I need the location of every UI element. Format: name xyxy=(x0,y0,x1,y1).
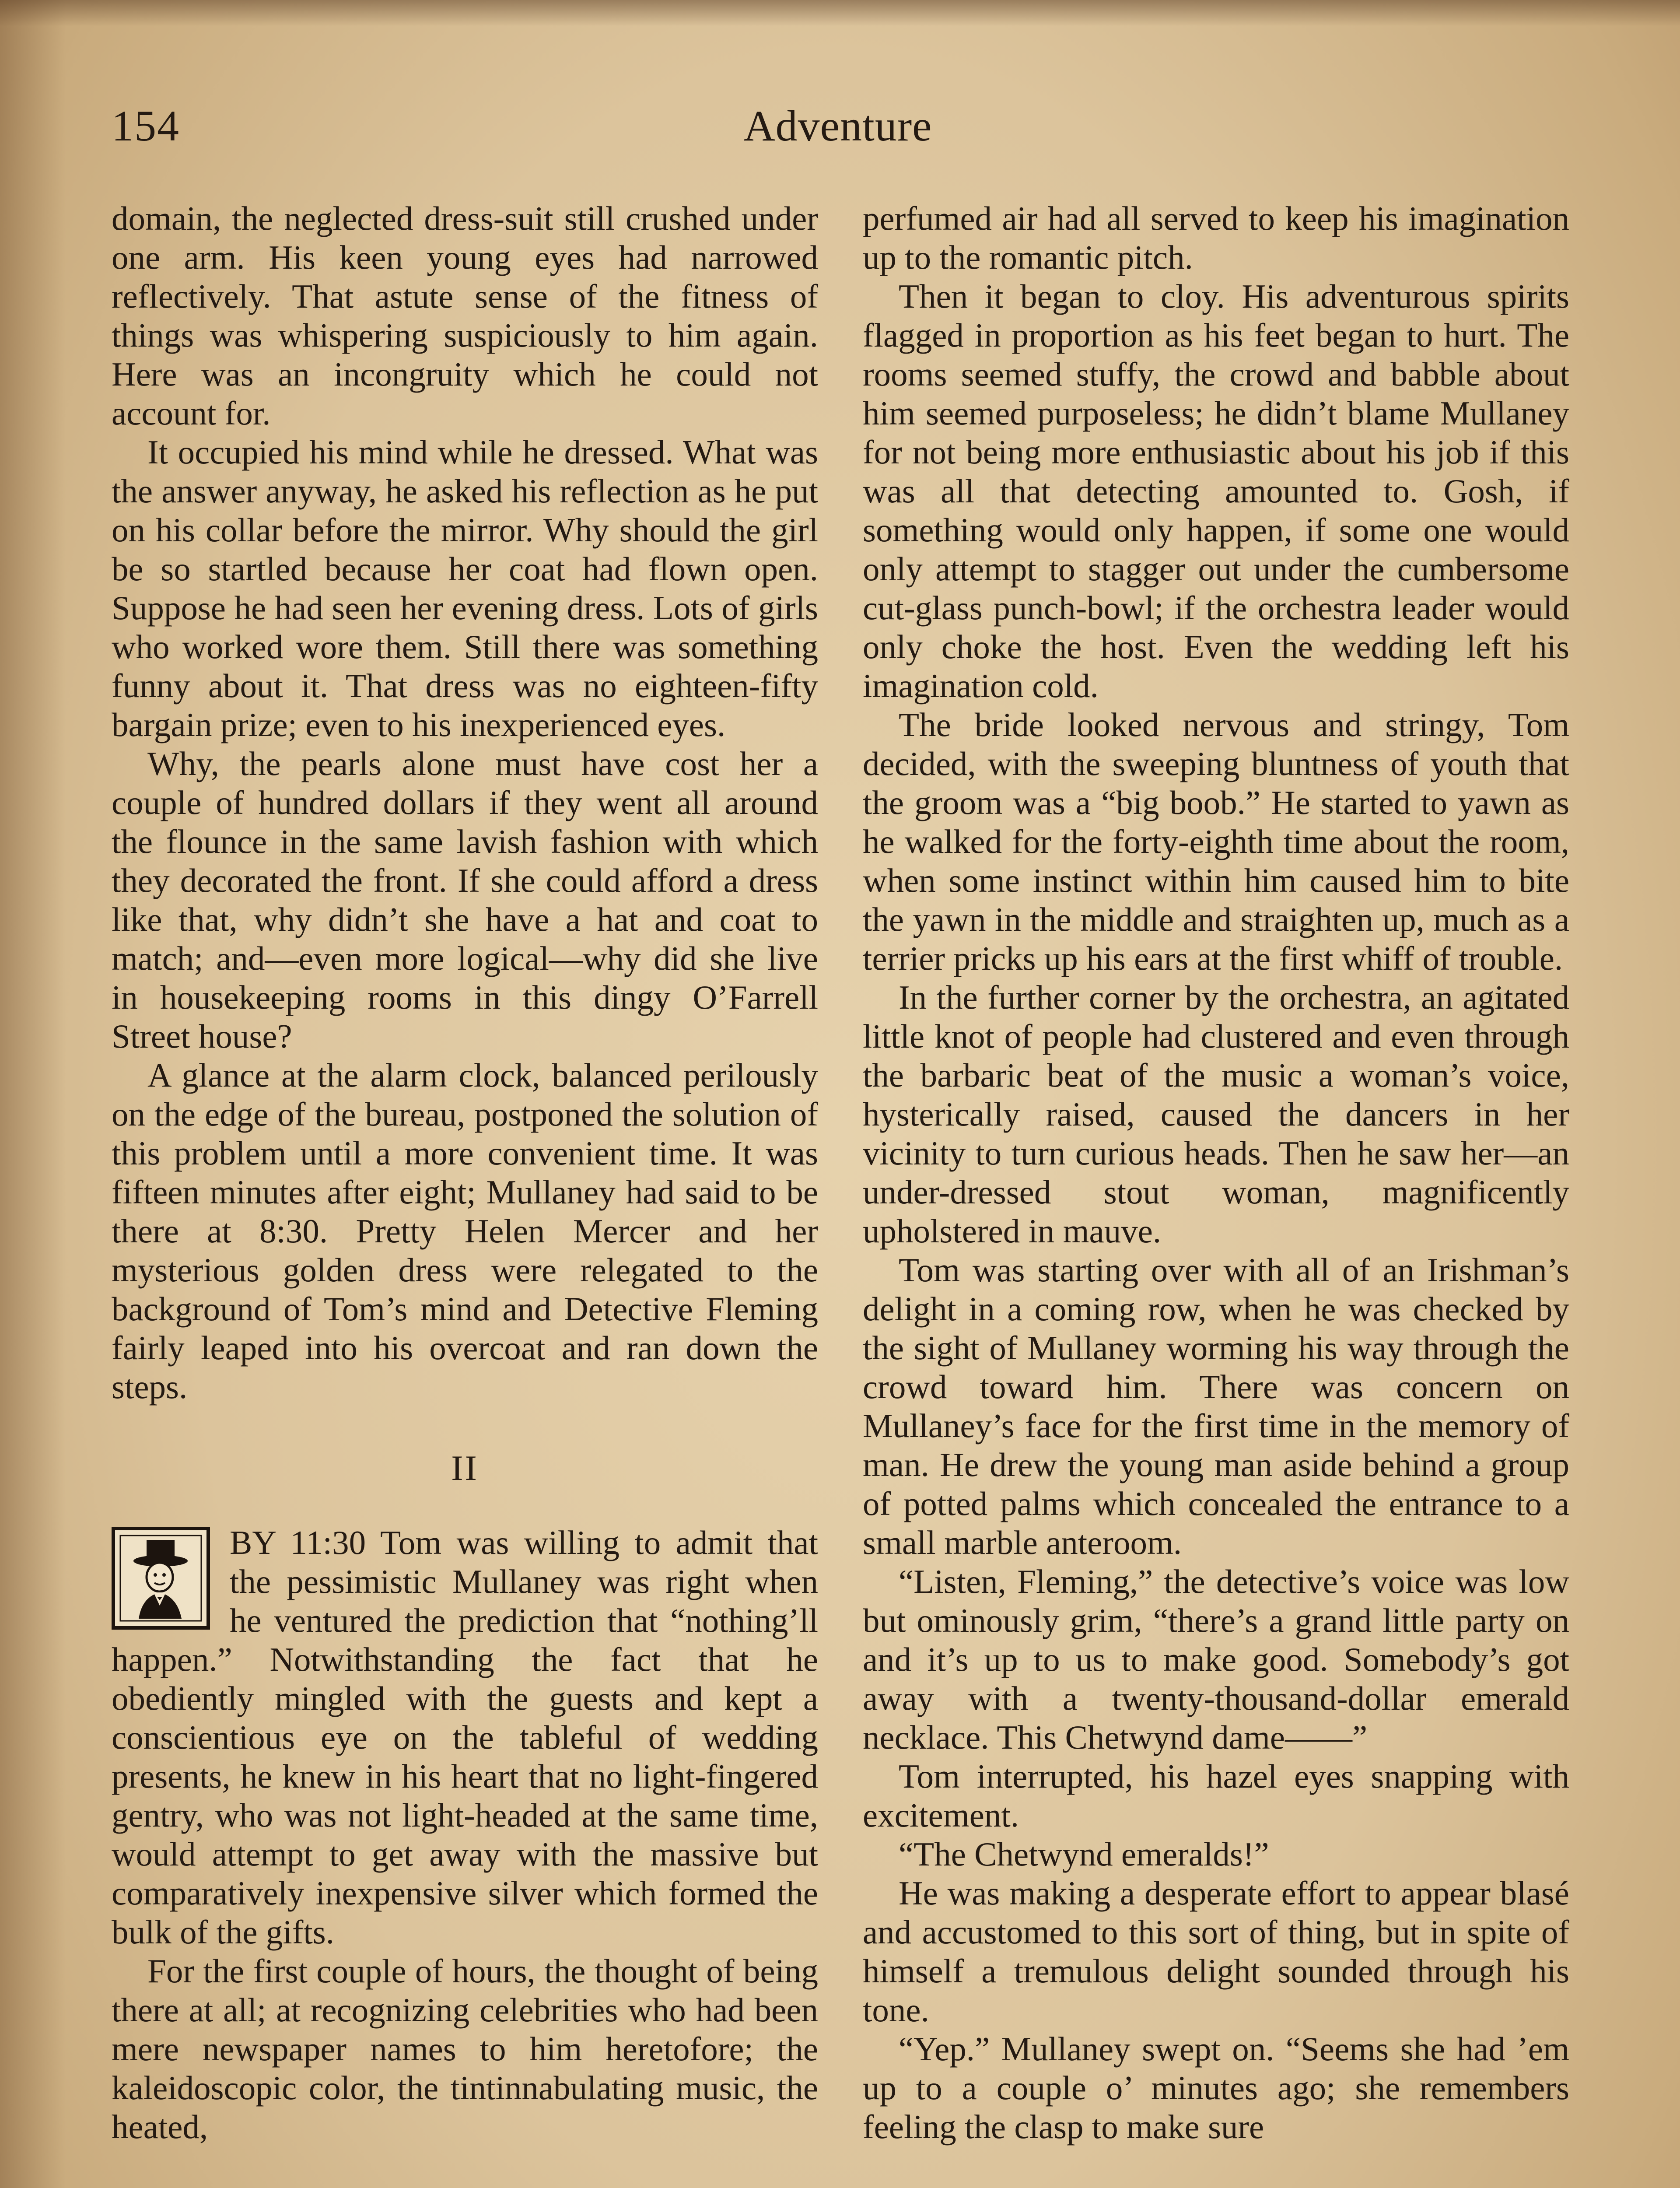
paragraph: A glance at the alarm clock, balanced perilously on the edge of the bureau, postponed the solution of this problem until a more convenient time. It was fifteen minutes after eight; Mullaney had said to be there at 8:30. Pretty Helen Mercer and her mysterious golden dress were relegated to the background of Tom’s mind and Detective Fleming fairly leaped into his overcoat and ran down the steps. xyxy=(112,1056,818,1406)
paragraph: “Yep.” Mullaney swept on. “Seems she had ’em up to a couple o’ minutes ago; she remembers feeling the clasp to make sure xyxy=(863,2030,1569,2146)
paragraph: Why, the pearls alone must have cost her a couple of hundred dollars if they went all around the flounce in the same lavish fashion with which they decorated the front. If she could afford a dress like that, why didn’t she have a hat and coat to match; and—even more logical—why did she live in housekeeping rooms in this dingy O’Farrell Street house? xyxy=(112,745,818,1055)
section-number: II xyxy=(451,1448,479,1488)
paragraph: Tom interrupted, his hazel eyes snapping with excitement. xyxy=(863,1757,1569,1834)
paragraph: domain, the neglected dress-suit still crushed under one arm. His keen young eyes had narrowed reflectively. That astute sense of the fitness of things was whispering suspiciously to him again. Here was an incongruity which he could not account for. xyxy=(112,200,818,432)
paragraph: The bride looked nervous and stringy, Tom decided, with the sweeping bluntness of youth that the groom was a “big boob.” He started to yawn as he walked for the forty-eighth time about the room, when some instinct within him caused him to bite the yawn in the middle and straighten up, much as a terrier pricks up his ears at the first whiff of trouble. xyxy=(863,706,1569,977)
paragraph: perfumed air had all served to keep his imagination up to the romantic pitch. xyxy=(863,200,1569,276)
paragraph: Tom was starting over with all of an Irishman’s delight in a coming row, when he was checked by the sight of Mullaney worming his way through the crowd toward him. There was concern on Mullaney’s face for the first time in the memory of man. He drew the young man aside behind a group of potted palms which concealed the entrance to a small marble anteroom. xyxy=(863,1251,1569,1561)
paragraph: “Listen, Fleming,” the detective’s voice was low but ominously grim, “there’s a grand little party on and it’s up to us to make good. Somebody’s got away with a twenty-thousand-dollar emerald necklace. This Chetwynd dame——” xyxy=(863,1563,1569,1756)
right-column xyxy=(863,199,1569,2146)
paragraph: In the further corner by the orchestra, an agitated little knot of people had clustered and even through the barbaric beat of the music a woman’s voice, hysterically raised, caused the dancers in her vicinity to turn curious heads. Then he saw her—an under-dressed stout woman, magnificently upholstered in mauve. xyxy=(863,978,1569,1250)
top-hat-gentleman-drop-cap-icon xyxy=(112,1527,210,1630)
paragraph: He was making a desperate effort to appear blasé and accustomed to this sort of thing, but in spite of himself a tremulous delight sounded through his tone. xyxy=(863,1874,1569,2029)
left-column xyxy=(112,199,818,2146)
paragraph: For the first couple of hours, the thought of being there at all; at recognizing celebrities who had been mere newspaper names to him heretofore; the kaleidoscopic color, the tintinnabulating music, the heated, xyxy=(112,1952,818,2146)
paragraph: BY 11:30 Tom was willing to admit that the pessimistic Mullaney was right when he ventured the prediction that “nothing’ll happen.” Notwithstanding the fact that he obediently mingled with the guests and kept a conscientious eye on the tableful of wedding presents, he knew in his heart that no light-fingered gentry, who was not light-headed at the same time, would attempt to get away with the massive but comparatively inexpensive silver which formed the bulk of the gifts. xyxy=(112,1524,818,1951)
page-header xyxy=(112,101,1564,158)
paragraph: “The Chetwynd emeralds!” xyxy=(899,1835,1269,1873)
page-number: 154 xyxy=(112,102,180,150)
running-title: Adventure xyxy=(743,102,932,150)
paragraph: It occupied his mind while he dressed. What was the answer anyway, he asked his reflection as he put on his collar before the mirror. Why should the girl be so startled because her coat had flown open. Suppose he had seen her evening dress. Lots of girls who worked wore them. Still there was something funny about it. That dress was no eighteen-fifty bargain prize; even to his inexperienced eyes. xyxy=(112,433,818,743)
paragraph: Then it began to cloy. His adventurous spirits flagged in proportion as his feet began to hurt. The rooms seemed stuffy, the crowd and babble about him seemed purposeless; he didn’t blame Mullaney for not being more enthusiastic about his job if this was all that detecting amounted to. Gosh, if something would only happen, if some one would only attempt to stagger out under the cumbersome cut-glass punch-bowl; if the orchestra leader would only choke the host. Even the wedding left his imagination cold. xyxy=(863,277,1569,705)
